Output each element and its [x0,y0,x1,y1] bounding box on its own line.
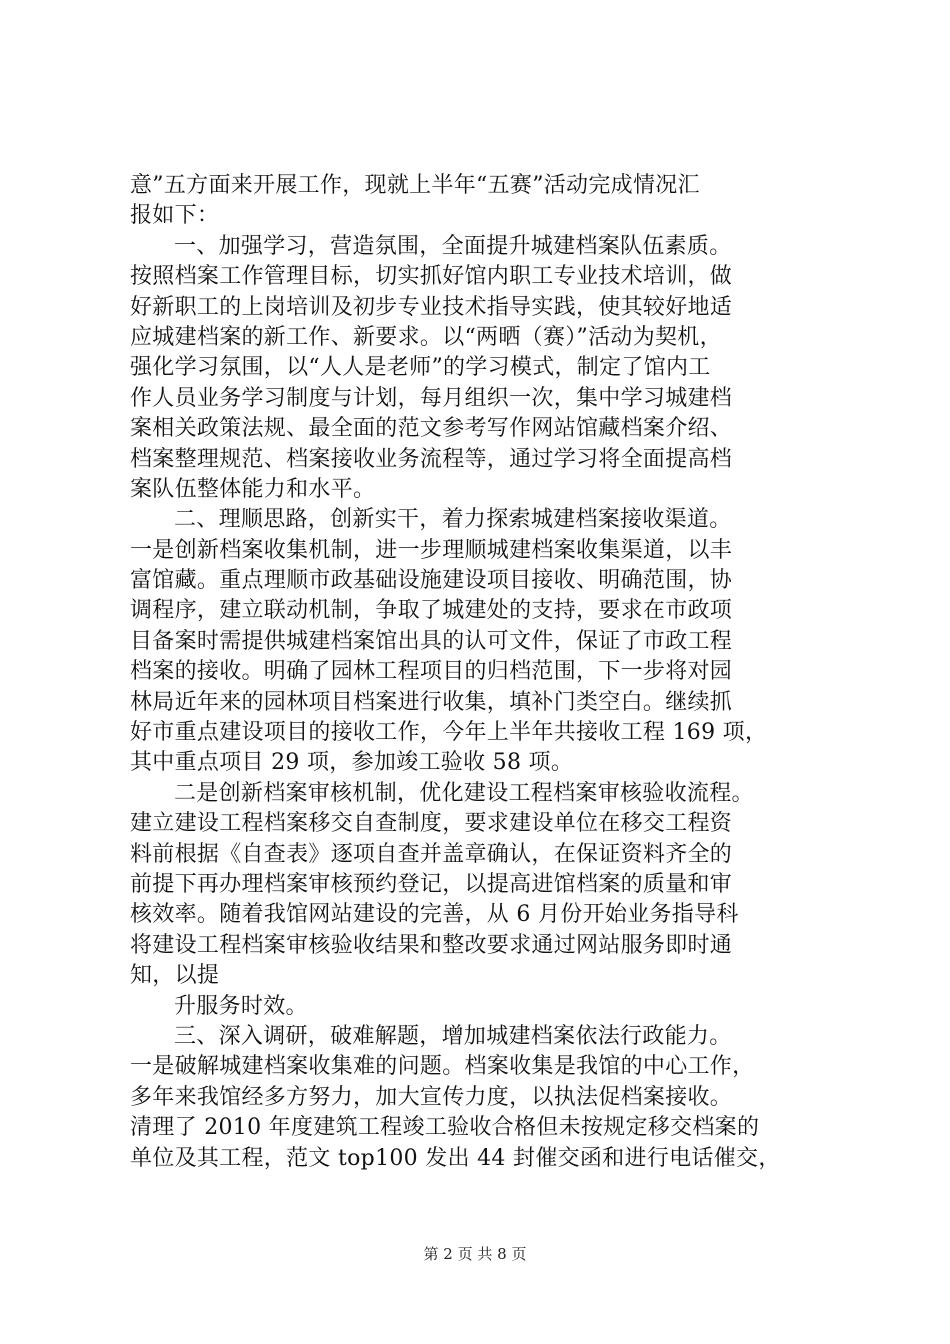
section-heading: 一、加强学习，营造氛围，全面提升城建档案队伍素质。 [174,233,732,259]
text-line: 按照档案工作管理目标，切实抓好馆内职工专业技术培训，做 [130,264,733,290]
text-line: 案相关政策法规、最全面的范文参考写作网站馆藏档案介绍、 [130,416,733,442]
paragraph-start: 二是创新档案审核机制，优化建设工程档案审核验收流程。 [174,780,754,806]
text-line: 多年来我馆经多方努力，加大宣传力度，以执法促档案接收。 [130,1084,733,1110]
text-line: 清理了 2010 年度建筑工程竣工验收合格但未按规定移交档案的 [130,1115,760,1141]
text-line: 调程序，建立联动机制，争取了城建处的支持，要求在市政项 [130,598,733,624]
text-line: 其中重点项目 29 项，参加竣工验收 58 项。 [130,750,574,776]
text-line: 料前根据《自查表》逐项自查并盖章确认，在保证资料齐全的 [130,841,733,867]
text-line: 意”五方面来开展工作，现就上半年“五赛”活动完成情况汇 [130,173,700,198]
text-line: 报如下： [130,203,220,229]
text-line: 富馆藏。重点理顺市政基础设施建设项目接收、明确范围，协 [130,568,733,594]
text-line: 档案的接收。明确了园林工程项目的归档范围，下一步将对园 [130,659,733,685]
text-line: 好市重点建设项目的接收工作，今年上半年共接收工程 169 项， [130,720,768,746]
text-line: 档案整理规范、档案接收业务流程等，通过学习将全面提高档 [130,446,733,472]
text-line: 好新职工的上岗培训及初步专业技术指导实践，使其较好地适 [130,294,733,320]
text-line: 一是破解城建档案收集难的问题。档案收集是我馆的中心工作， [130,1054,755,1080]
text-line: 将建设工程档案审核验收结果和整改要求通过网站服务即时通 [130,932,733,958]
text-line: 应城建档案的新工作、新要求。以“两晒（赛）”活动为契机， [130,324,722,350]
section-heading: 二、理顺思路，创新实干，着力探索城建档案接收渠道。 [174,507,732,533]
text-line: 作人员业务学习制度与计划，每月组织一次，集中学习城建档 [130,385,733,411]
text-line: 强化学习氛围，以“人人是老师”的学习模式，制定了馆内工 [130,355,711,381]
text-line: 核效率。随着我馆网站建设的完善，从 6 月份开始业务指导科 [130,902,739,928]
text-line: 知，以提 [130,963,220,989]
page-number-footer: 第 2 页 共 8 页 [423,1245,527,1263]
text-line: 林局近年来的园林项目档案进行收集，填补门类空白。继续抓 [130,689,733,715]
text-line: 目备案时需提供城建档案馆出具的认可文件，保证了市政工程 [130,628,733,654]
text-line: 建立建设工程档案移交自查制度，要求建设单位在移交工程资 [130,811,733,837]
text-line: 一是创新档案收集机制，进一步理顺城建档案收集渠道，以丰 [130,537,733,563]
text-line: 前提下再办理档案审核预约登记，以提高进馆档案的质量和审 [130,871,733,897]
text-line: 单位及其工程，范文 top100 发出 44 封催交函和进行电话催交， [130,1145,781,1171]
document-body [130,171,842,1174]
text-line: 案队伍整体能力和水平。 [130,476,376,502]
section-heading: 三、深入调研，破难解题，增加城建档案依法行政能力。 [174,1023,732,1049]
text-line: 升服务时效。 [174,993,308,1019]
